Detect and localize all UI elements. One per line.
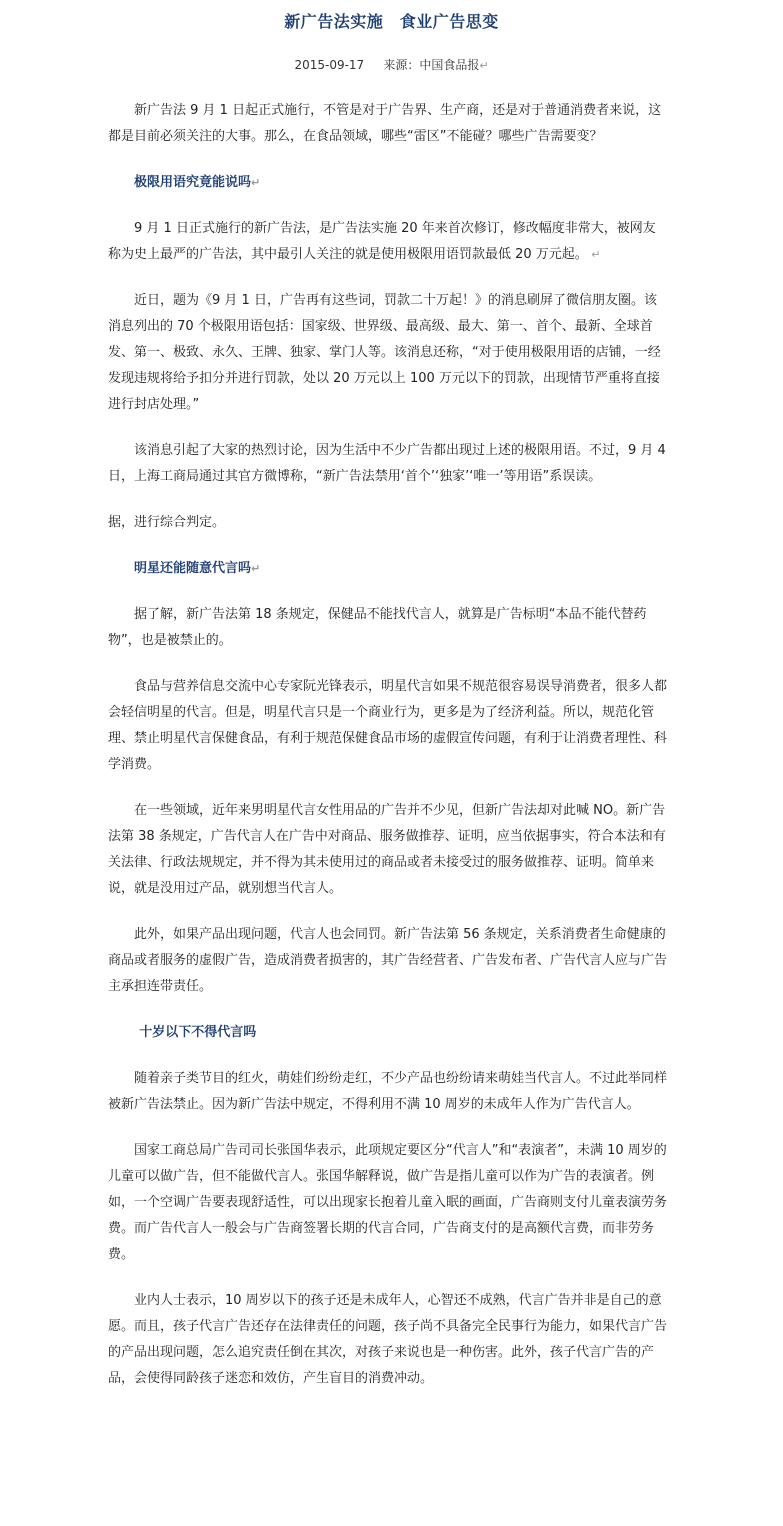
paragraph: 业内人士表示，10 周岁以下的孩子还是未成年人，心智还不成熟，代言广告并非是自己的意愿。而且，孩子代言广告还存在法律责任的问题，孩子尚不具备完全民事行为能力，如果代言广告的产品出现问题，怎么追究责任倒在其次，对孩子来说也是一种伤害。此外，孩子代言广告的产品，会使得同龄孩子迷恋和效仿，产生盲目的消费冲动。 [108,1293,668,1386]
return-mark-icon: ↵ [587,248,601,261]
return-mark-icon: ↵ [479,59,489,72]
paragraph: 食品与营养信息交流中心专家阮光锋表示，明星代言如果不规范很容易误导消费者，很多人都会轻信明星的代言。但是，明星代言只是一个商业行为，更多是为了经济利益。所以，规范化管理、禁止明星代言保健食品，有利于规范保健食品市场的虚假宣传问题，有利于让消费者理性、科学消费。 [108,679,668,772]
paragraph: 在一些领域，近年来男明星代言女性用品的广告并不少见，但新广告法却对此喊 NO。新广告法第 38 条规定，广告代言人在广告中对商品、服务做推荐、证明，应当依据事实，符合本法和有关法律、行政法规规定，并不得为其未使用过的商品或者未接受过的服务做推荐、证明。简单来说，就是没用过产品，就别想当代言人。 [108,803,666,896]
article-meta [0,56,783,73]
paragraph: 国家工商总局广告司司长张国华表示，此项规定要区分“代言人”和“表演者”，未满 10 周岁的儿童可以做广告，但不能做代言人。张国华解释说，做广告是指儿童可以作为广告的表演者。例如，一个空调广告要表现舒适性，可以出现家长抱着儿童入眠的画面，广告商则支付儿童表演劳务费。而广告代言人一般会与广告商签署长期的代言合同，广告商支付的是高额代言费，而非劳务费。 [108,1143,668,1262]
article-title: 新广告法实施 食业广告思变 [284,12,499,31]
article-source: 来源：中国食品报 [383,58,480,72]
section-heading-3: 十岁以下不得代言吗 [139,1025,257,1040]
paragraph: 9 月 1 日正式施行的新广告法，是广告法实施 20 年来首次修订，修改幅度非常大，被网友称为史上最严的广告法，其中最引人关注的就是使用极限用语罚款最低 20 万元起。 ↵ [108,221,656,262]
paragraph: 据了解，新广告法第 18 条规定，保健品不能找代言人，就算是广告标明“本品不能代替药物”，也是被禁止的。 [108,607,647,648]
article-body [108,98,668,1412]
intro-paragraph: 新广告法 9 月 1 日起正式施行，不管是对于广告界、生产商，还是对于普通消费者来说，这都是目前必须关注的大事。那么，在食品领域，哪些“雷区”不能碰？哪些广告需要变？ [108,103,662,144]
section-heading-1: 极限用语究竟能说吗↵ [134,175,261,190]
section-heading-2: 明星还能随意代言吗↵ [134,561,261,576]
paragraph: 该消息引起了大家的热烈讨论，因为生活中不少广告都出现过上述的极限用语。不过，9 月 4 日，上海工商局通过其官方微博称，“新广告法禁用‘首个’‘独家’‘唯一’等用语”系误读。 [108,443,666,484]
paragraph: 随着亲子类节目的红火，萌娃们纷纷走红，不少产品也纷纷请来萌娃当代言人。不过此举同样被新广告法禁止。因为新广告法中规定，不得利用不满 10 周岁的未成年人作为广告代言人。 [108,1071,668,1112]
return-mark-icon: ↵ [251,176,261,189]
paragraph: 据，进行综合判定。 [108,515,226,530]
paragraph: 近日，题为《9 月 1 日，广告再有这些词，罚款二十万起！》的消息刷屏了微信朋友圈。该消息列出的 70 个极限用语包括：国家级、世界级、最高级、最大、第一、首个、最新、全球首发、第一、极致、永久、王牌、独家、掌门人等。该消息还称，“对于使用极限用语的店铺，一经发现违规将给予扣分并进行罚款，处以 20 万元以上 100 万元以下的罚款，出现情节严重将直接进行封店处理。” [108,293,661,412]
return-mark-icon: ↵ [251,562,261,575]
paragraph: 此外，如果产品出现问题，代言人也会同罚。新广告法第 56 条规定，关系消费者生命健康的商品或者服务的虚假广告，造成消费者损害的，其广告经营者、广告发布者、广告代言人应与广告主承担连带责任。 [108,927,668,994]
article-date: 2015-09-17 [294,58,365,72]
